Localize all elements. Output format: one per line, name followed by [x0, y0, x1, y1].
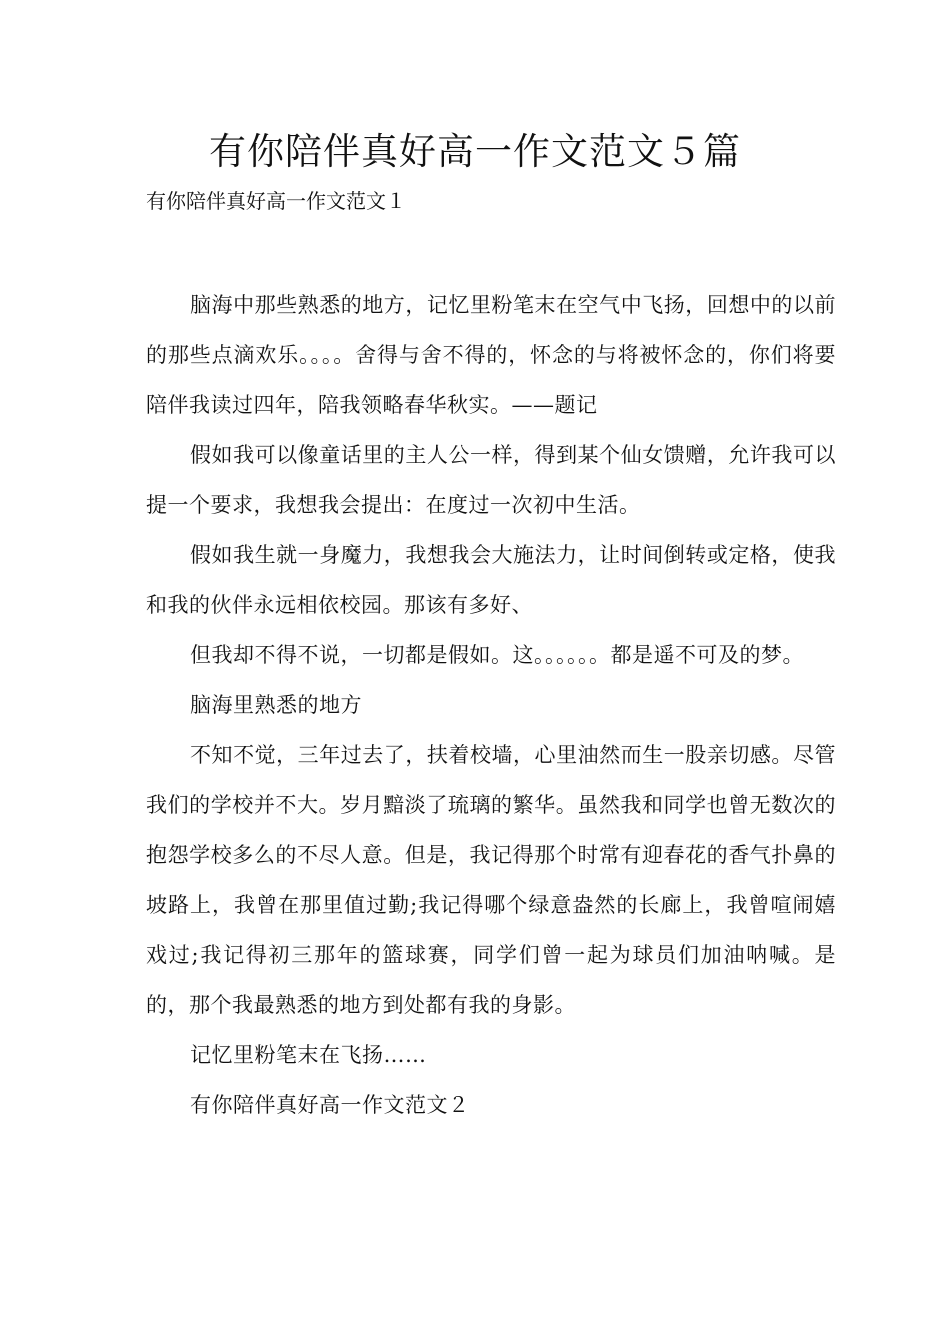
essay-body — [146, 280, 836, 1130]
essay-subtitle: 有你陪伴真好高一作文范文１ — [146, 189, 406, 213]
section-heading: 脑海里熟悉的地方 — [190, 693, 362, 717]
paragraph-epigraph: 脑海中那些熟悉的地方，记忆里粉笔末在空气中飞扬，回想中的以前的那些点滴欢乐。。。。舍得与舍不得的，怀念的与将被怀念的，你们将要陪伴我读过四年，陪我领略春华秋实。——题记 — [146, 293, 836, 417]
paragraph: 假如我生就一身魔力，我想我会大施法力，让时间倒转或定格，使我和我的伙伴永远相依校园。那该有多好、 — [146, 543, 836, 617]
paragraph: 假如我可以像童话里的主人公一样，得到某个仙女馈赠，允许我可以提一个要求，我想我会提出：在度过一次初中生活。 — [146, 443, 836, 517]
paragraph: 但我却不得不说，一切都是假如。这。。。。。。都是遥不可及的梦。 — [190, 643, 804, 667]
paragraph: 不知不觉，三年过去了，扶着校墙，心里油然而生一股亲切感。尽管我们的学校并不大。岁月黯淡了琉璃的繁华。虽然我和同学也曾无数次的抱怨学校多么的不尽人意。但是，我记得那个时常有迎春花的香气扑鼻的坡路上，我曾在那里值过勤;我记得哪个绿意盎然的长廊上，我曾喧闹嬉戏过;我记得初三那年的篮球赛，同学们曾一起为球员们加油呐喊。是的，那个我最熟悉的地方到处都有我的身影。 — [146, 743, 836, 1017]
essay-subtitle-2: 有你陪伴真好高一作文范文２ — [190, 1093, 470, 1117]
section-heading: 记忆里粉笔末在飞扬…… — [190, 1043, 427, 1067]
document-title: 有你陪伴真好高一作文范文５篇 — [209, 130, 741, 173]
